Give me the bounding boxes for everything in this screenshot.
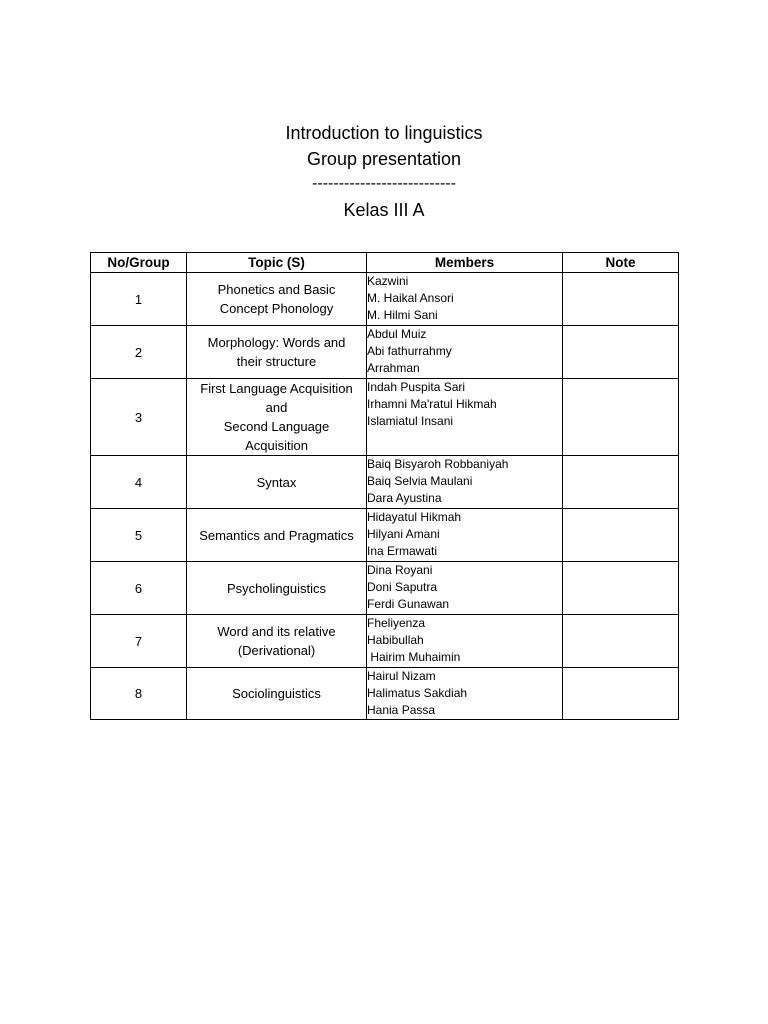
member-name: Dara Ayustina	[367, 491, 442, 505]
members-cell	[367, 326, 563, 379]
topic-cell	[187, 379, 367, 456]
group-table	[90, 252, 679, 720]
member-name: Hairul Nizam	[367, 669, 436, 683]
topic-line: Concept Phonology	[219, 301, 334, 316]
group-number: 2	[91, 326, 187, 379]
group-number: 5	[91, 509, 187, 562]
table-body	[91, 273, 679, 720]
header-note: Note	[563, 253, 679, 273]
note-cell	[563, 668, 679, 720]
title-divider: ---------------------------	[312, 175, 456, 192]
group-number: 7	[91, 615, 187, 668]
member-name: Hania Passa	[367, 703, 436, 717]
topic-line: Psycholinguistics	[227, 580, 326, 596]
topic-cell	[187, 456, 367, 509]
table-row	[91, 615, 679, 668]
topic-cell	[187, 273, 367, 326]
note-cell	[563, 326, 679, 379]
member-name: Hairim Muhaimin	[367, 650, 461, 664]
header-no-group: No/Group	[91, 253, 187, 273]
topic-line: Word and its relative	[217, 624, 336, 639]
members-cell	[367, 562, 563, 615]
member-name: Ina Ermawati	[367, 544, 438, 558]
document-subtitle: Group presentation	[306, 149, 462, 169]
table-row	[91, 668, 679, 720]
topic-line: Second Language	[223, 419, 330, 434]
members-cell	[367, 273, 563, 326]
member-name: Islamiatul Insani	[367, 414, 454, 428]
topic-line: their structure	[236, 354, 317, 369]
members-cell	[367, 668, 563, 720]
table-row	[91, 456, 679, 509]
member-name: Hidayatul Hikmah	[367, 510, 462, 524]
member-name: Fheliyenza	[367, 616, 426, 630]
table-row	[91, 273, 679, 326]
member-name: Indah Puspita Sari	[367, 380, 466, 394]
note-cell	[563, 509, 679, 562]
header-members: Members	[367, 253, 563, 273]
note-cell	[563, 379, 679, 456]
member-name: Irhamni Ma'ratul Hikmah	[367, 397, 497, 411]
topic-line: Semantics and Pragmatics	[199, 527, 354, 543]
group-number: 1	[91, 273, 187, 326]
member-name: Abi fathurrahmy	[367, 344, 452, 358]
topic-cell	[187, 562, 367, 615]
member-name: Habibullah	[367, 633, 424, 647]
member-name: M. Haikal Ansori	[367, 291, 454, 305]
members-cell	[367, 379, 563, 456]
note-cell	[563, 562, 679, 615]
group-number: 3	[91, 379, 187, 456]
member-name: Baiq Bisyaroh Robbaniyah	[367, 457, 509, 471]
class-name: Kelas III A	[343, 200, 425, 220]
note-cell	[563, 456, 679, 509]
topic-cell	[187, 326, 367, 379]
document-title: Introduction to linguistics	[285, 123, 483, 143]
table-row	[91, 509, 679, 562]
topic-cell	[187, 615, 367, 668]
member-name: Halimatus Sakdiah	[367, 686, 468, 700]
topic-line: Phonetics and Basic	[217, 282, 336, 297]
table-row	[91, 562, 679, 615]
topic-line: First Language Acquisition	[200, 381, 353, 396]
topic-cell	[187, 509, 367, 562]
table-row	[91, 379, 679, 456]
member-name: Arrahman	[367, 361, 420, 375]
note-cell	[563, 273, 679, 326]
members-cell	[367, 615, 563, 668]
topic-line: (Derivational)	[237, 643, 316, 658]
header-topic: Topic (S)	[187, 253, 367, 273]
members-cell	[367, 456, 563, 509]
member-name: Dina Royani	[367, 563, 433, 577]
group-number: 6	[91, 562, 187, 615]
topic-line: and	[265, 400, 288, 415]
note-cell	[563, 615, 679, 668]
member-name: Doni Saputra	[367, 580, 438, 594]
member-name: Kazwini	[367, 274, 409, 288]
member-name: Baiq Selvia Maulani	[367, 474, 473, 488]
group-number: 4	[91, 456, 187, 509]
group-number: 8	[91, 668, 187, 720]
topic-line: Acquisition	[245, 438, 308, 453]
table-row	[91, 326, 679, 379]
topic-line: Syntax	[256, 474, 297, 490]
topic-line: Sociolinguistics	[232, 686, 321, 701]
member-name: Ferdi Gunawan	[367, 597, 450, 611]
members-cell	[367, 509, 563, 562]
member-name: M. Hilmi Sani	[367, 308, 438, 322]
table-header-row	[91, 253, 679, 273]
member-name: Hilyani Amani	[367, 527, 440, 541]
topic-cell	[187, 668, 367, 720]
topic-line: Morphology: Words and	[207, 335, 346, 350]
member-name: Abdul Muiz	[367, 327, 427, 341]
